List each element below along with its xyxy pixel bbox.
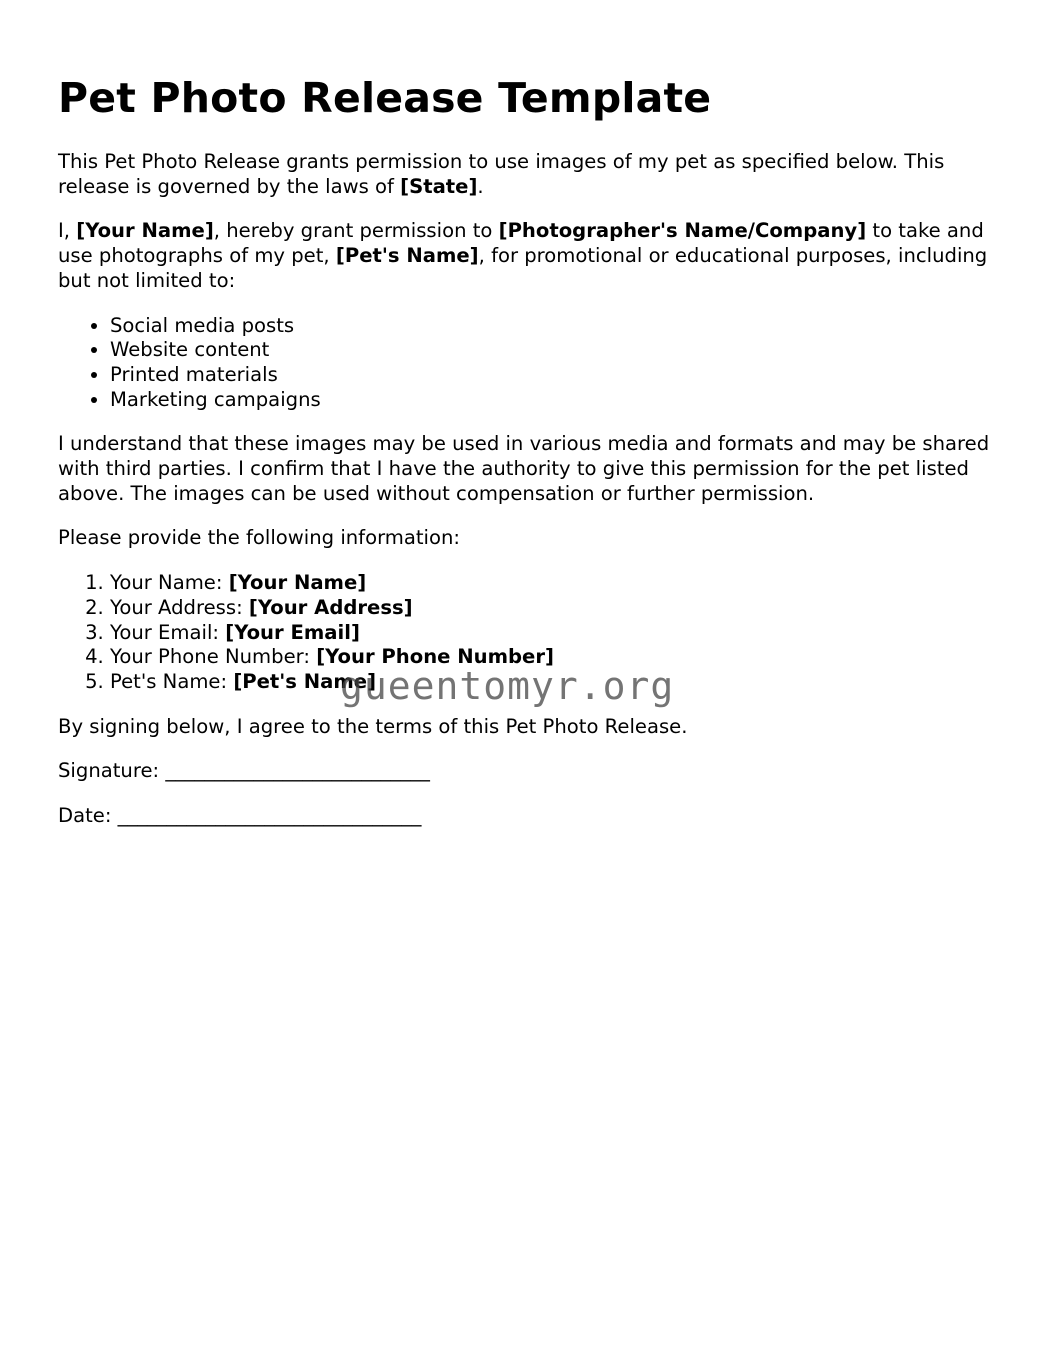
list-item: • Printed materials bbox=[110, 363, 998, 388]
info-value: [Your Address] bbox=[248, 595, 413, 619]
page-title: Pet Photo Release Template bbox=[58, 74, 712, 122]
info-value: [Your Name] bbox=[228, 571, 367, 595]
grant-text-2: , hereby grant permission to bbox=[213, 219, 499, 243]
info-value: [Your Phone Number] bbox=[316, 645, 554, 669]
info-label: Your Address: bbox=[110, 595, 249, 619]
signature-line: Signature: ___________________________ bbox=[58, 759, 430, 783]
document-page bbox=[58, 72, 998, 849]
your-name-placeholder: [Your Name] bbox=[76, 219, 214, 243]
grant-text-1: I, bbox=[58, 219, 77, 243]
understanding-paragraph: I understand that these images may be used in various media and formats and may be shared with third parties. I confirm that I have the authority to give this permission for the pet listed above. The images can be used without compensation or further permission. bbox=[58, 432, 990, 505]
intro-text: This Pet Photo Release grants permission to use images of my pet as specified below. This release is governed by the laws of bbox=[58, 150, 945, 198]
intro-end: . bbox=[477, 174, 484, 198]
list-item: • Social media posts bbox=[110, 314, 998, 339]
info-value: [Pet's Name] bbox=[233, 669, 377, 693]
intro-paragraph bbox=[58, 150, 998, 199]
uses-list bbox=[58, 314, 998, 413]
info-prompt: Please provide the following information: bbox=[58, 526, 461, 550]
info-item-your-email bbox=[110, 621, 998, 646]
info-label: Your Email: bbox=[110, 620, 226, 644]
watermark: gueentomyr.org bbox=[340, 664, 675, 708]
pet-name-placeholder: [Pet's Name] bbox=[335, 244, 479, 268]
state-placeholder: [State] bbox=[400, 174, 478, 198]
list-item: • Marketing campaigns bbox=[110, 388, 998, 413]
list-item: • Website content bbox=[110, 338, 998, 363]
info-label: Pet's Name: bbox=[110, 669, 234, 693]
date-line: Date: _______________________________ bbox=[58, 804, 422, 828]
grant-text-4: , for promotional or educational purposes, including but not limited to: bbox=[58, 244, 988, 292]
info-item-your-name bbox=[110, 571, 998, 596]
info-label: Your Name: bbox=[110, 571, 229, 595]
info-value: [Your Email] bbox=[225, 620, 360, 644]
photographer-placeholder: [Photographer's Name/Company] bbox=[498, 219, 867, 243]
info-label: Your Phone Number: bbox=[110, 645, 317, 669]
grant-paragraph bbox=[58, 219, 998, 293]
info-item-your-address bbox=[110, 596, 998, 621]
grant-text-3: to take and use photographs of my pet, bbox=[58, 219, 984, 268]
agreement-text: By signing below, I agree to the terms of this Pet Photo Release. bbox=[58, 714, 688, 738]
